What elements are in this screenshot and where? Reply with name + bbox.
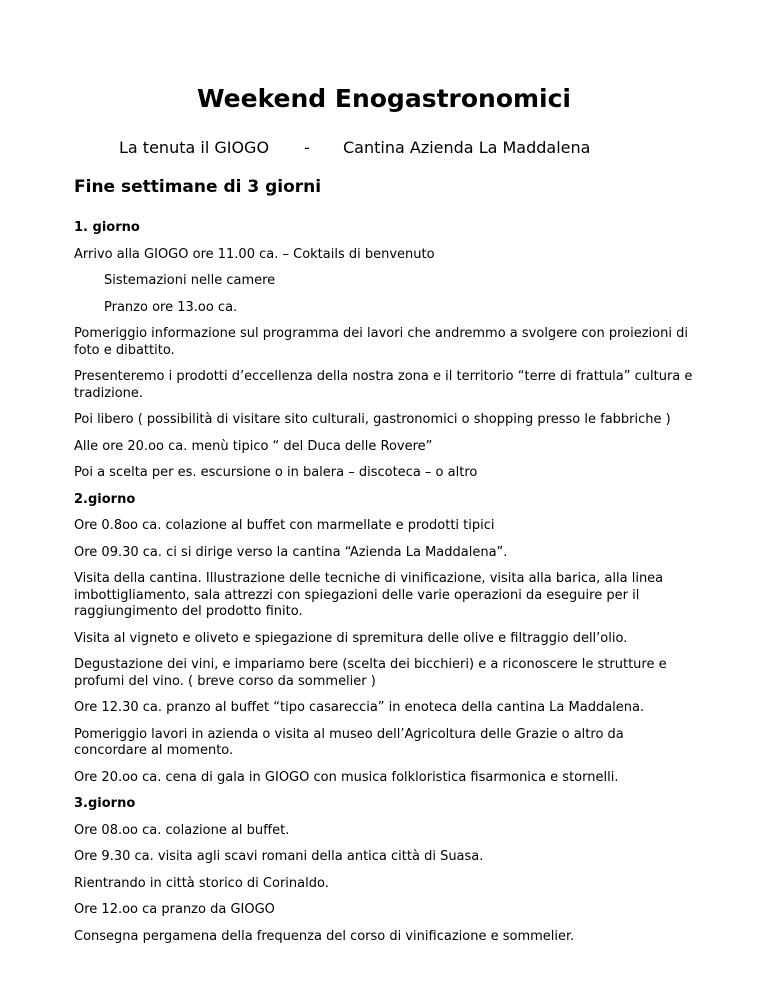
- indented-paragraph: Pranzo ore 13.oo ca.: [104, 299, 238, 315]
- paragraph: Ore 12.oo ca pranzo da GIOGO: [74, 902, 275, 917]
- paragraph: Rientrando in città storico di Corinaldo.: [74, 875, 329, 891]
- subtitle-estate: La tenuta il GIOGO: [119, 138, 270, 157]
- day-heading: 3.giorno: [74, 796, 136, 811]
- day-heading: 1. giorno: [74, 220, 140, 235]
- paragraph: Presenteremo i prodotti d’eccellenza della nostra zona e il territorio “terre di frattula” cultura e tradizione.: [74, 369, 693, 401]
- paragraph: Ore 0.8oo ca. colazione al buffet con marmellate e prodotti tipici: [74, 518, 495, 533]
- paragraph: Visita al vigneto e oliveto e spiegazione di spremitura delle olive e filtraggio dell’olio.: [74, 630, 628, 646]
- paragraph: Consegna pergamena della frequenza del corso di vinificazione e sommelier.: [74, 928, 575, 944]
- program-body: [74, 220, 696, 955]
- paragraph: Arrivo alla GIOGO ore 11.00 ca. – Coktails di benvenuto: [74, 246, 435, 262]
- paragraph: Ore 20.oo ca. cena di gala in GIOGO con musica folkloristica fisarmonica e stornelli.: [74, 769, 619, 785]
- section-heading: Fine settimane di 3 giorni: [74, 177, 322, 197]
- paragraph: Poi a scelta per es. escursione o in balera – discoteca – o altro: [74, 465, 478, 480]
- page-title: Weekend Enogastronomici: [196, 84, 572, 113]
- subtitle-separator: -: [304, 138, 310, 157]
- paragraph: Ore 12.30 ca. pranzo al buffet “tipo casareccia” in enoteca della cantina La Maddalena.: [74, 700, 645, 715]
- indented-paragraph: Sistemazioni nelle camere: [104, 273, 276, 288]
- paragraph: Poi libero ( possibilità di visitare sito culturali, gastronomici o shopping presso le fabbriche ): [74, 412, 671, 427]
- paragraph: Alle ore 20.oo ca. menù tipico “ del Duca delle Rovere”: [74, 438, 433, 454]
- paragraph: Ore 09.30 ca. ci si dirige verso la cantina “Azienda La Maddalena”.: [74, 544, 508, 560]
- subtitle-winery: Cantina Azienda La Maddalena: [343, 138, 591, 157]
- day-heading: 2.giorno: [74, 491, 136, 507]
- paragraph: Visita della cantina. Illustrazione delle tecniche di vinificazione, visita alla barica, alla linea imbottigliamento, sala attrezzi con spiegazioni delle varie operazioni da eseguire per il raggiungimento del prodotto finito.: [74, 571, 664, 619]
- paragraph: Ore 9.30 ca. visita agli scavi romani della antica città di Suasa.: [74, 849, 484, 864]
- paragraph: Pomeriggio lavori in azienda o visita al museo dell’Agricoltura delle Grazie o altro da concordare al momento.: [74, 726, 624, 758]
- paragraph: Ore 08.oo ca. colazione al buffet.: [74, 822, 290, 838]
- paragraph: Degustazione dei vini, e impariamo bere (scelta dei bicchieri) e a riconoscere le strutture e profumi del vino. ( breve corso da sommelier ): [74, 657, 667, 689]
- paragraph: Pomeriggio informazione sul programma dei lavori che andremmo a svolgere con proiezioni di foto e dibattito.: [74, 326, 688, 358]
